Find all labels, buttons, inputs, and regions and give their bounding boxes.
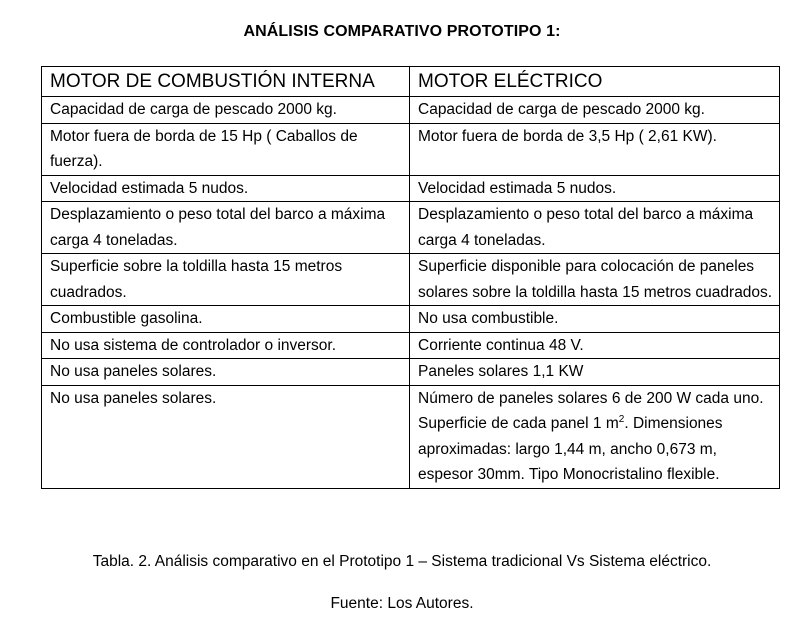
table-cell: Capacidad de carga de pescado 2000 kg. [410,97,780,124]
table-cell [410,385,780,488]
table-cell: No usa paneles solares. [42,385,410,488]
table-cell: Desplazamiento o peso total del barco a máxima carga 4 toneladas. [410,202,780,254]
table-cell: Velocidad estimada 5 nudos. [410,175,780,202]
header-combustion-motor: MOTOR DE COMBUSTIÓN INTERNA [42,67,410,97]
table-cell: No usa sistema de controlador o inversor. [42,332,410,359]
table-row [42,254,780,306]
document-title: ANÁLISIS COMPARATIVO PROTOTIPO 1: [243,23,561,40]
superscript-exponent: 2 [618,413,625,425]
table-row [42,123,780,175]
table-cell: Desplazamiento o peso total del barco a máxima carga 4 toneladas. [42,202,410,254]
table-cell: Paneles solares 1,1 KW [410,359,780,386]
table-row [42,202,780,254]
table-row [42,97,780,124]
table-source: Fuente: Los Autores. [330,595,474,612]
table-cell: Motor fuera de borda de 15 Hp ( Caballos de fuerza). [42,123,410,175]
table-cell: Corriente continua 48 V. [410,332,780,359]
panel-spec-text-end: . Dimensiones aproximadas: largo 1,44 m, ancho 0,673 m, espesor 30mm. Tipo Monocristalino flexible. [418,415,723,483]
table-row [42,332,780,359]
comparison-table [41,66,780,489]
table-cell: Velocidad estimada 5 nudos. [42,175,410,202]
table-row [42,306,780,333]
table-cell: No usa paneles solares. [42,359,410,386]
table-cell: Combustible gasolina. [42,306,410,333]
panel-spec-text-start: Número de paneles solares 6 de 200 W cada uno. Superficie de cada panel 1 m [418,389,764,432]
table-cell: No usa combustible. [410,306,780,333]
table-cell: Superficie sobre la toldilla hasta 15 metros cuadrados. [42,254,410,306]
table-row [42,385,780,488]
table-caption: Tabla. 2. Análisis comparativo en el Prototipo 1 – Sistema tradicional Vs Sistema eléctrico. [92,553,712,570]
table-header-row [42,67,780,97]
table-cell: Capacidad de carga de pescado 2000 kg. [42,97,410,124]
table-row [42,359,780,386]
table-row [42,175,780,202]
table-cell: Superficie disponible para colocación de paneles solares sobre la toldilla hasta 15 metros cuadrados. [410,254,780,306]
header-electric-motor: MOTOR ELÉCTRICO [410,67,780,97]
table-cell: Motor fuera de borda de 3,5 Hp ( 2,61 KW). [410,123,780,175]
